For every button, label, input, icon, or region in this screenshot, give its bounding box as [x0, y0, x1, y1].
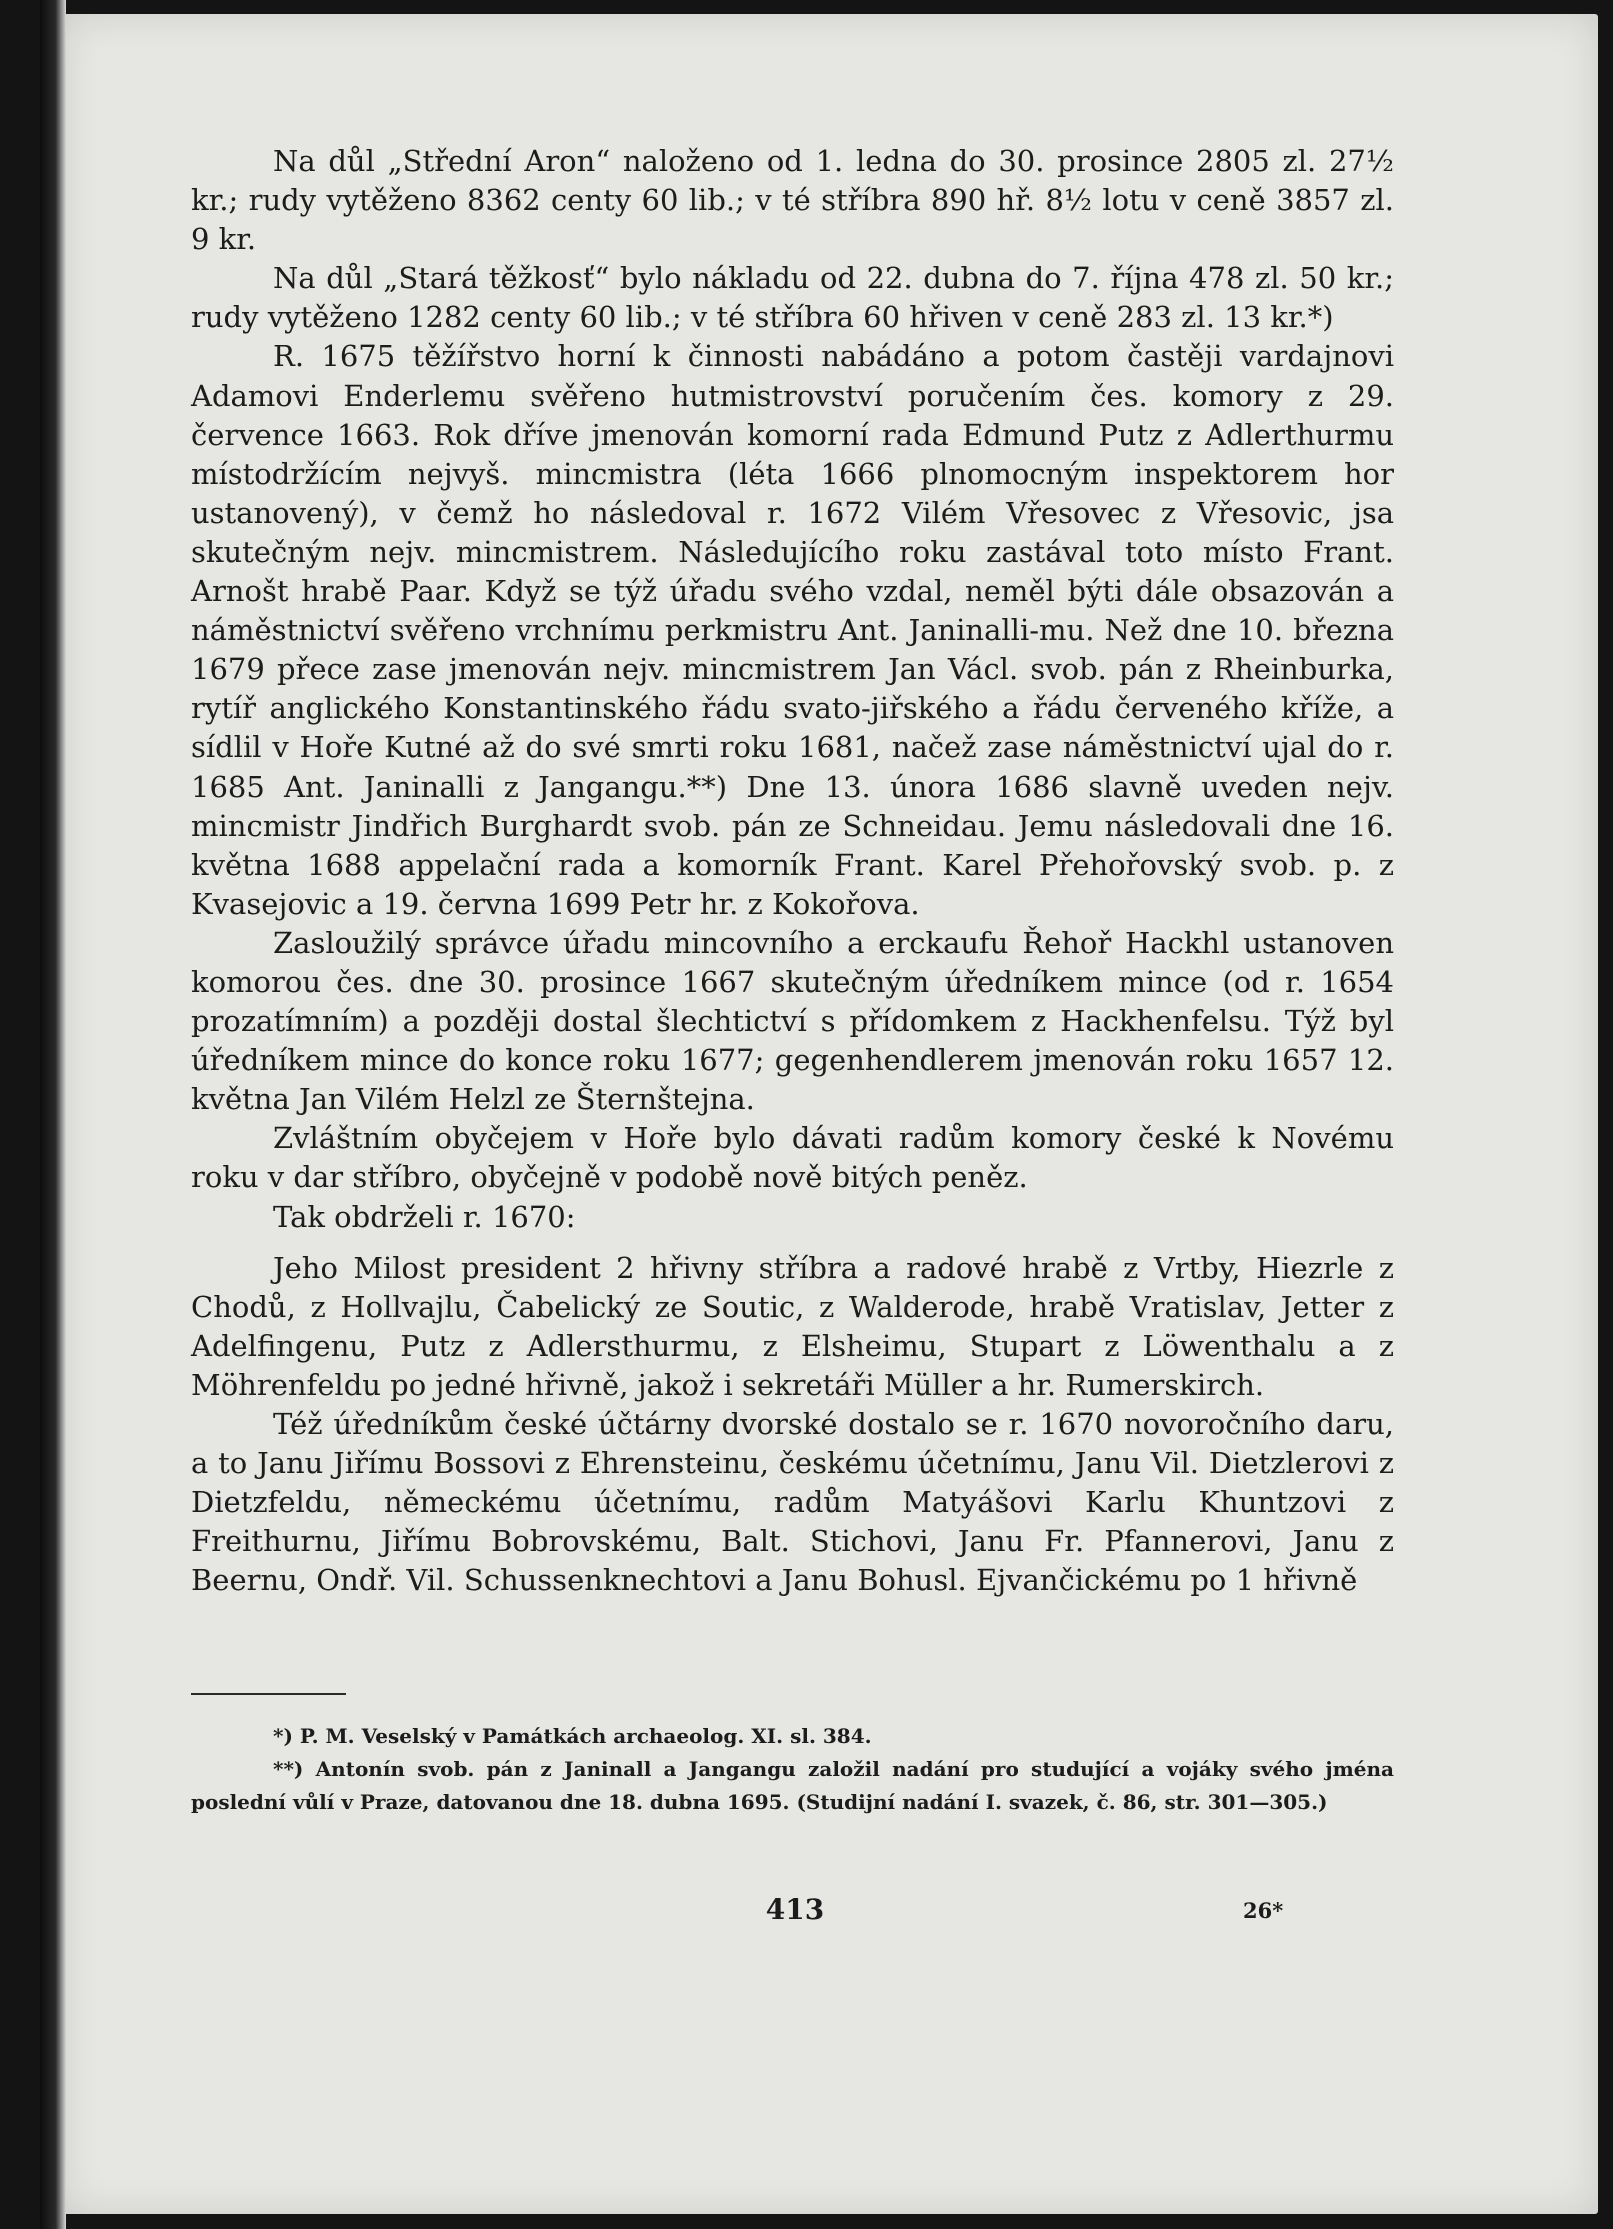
paragraph-uctarna: Též úředníkům české účtárny dvorské dostalo se r. 1670 novoročního daru, a to Janu Jiřímu Bossovi z Ehrensteinu, českému účetnímu, Janu Vil. Dietzlerovi z Dietzfeldu, německému účetnímu, radům Matyášovi Karlu Khuntzovi z Freithurnu, Jiřímu Bobrovskému, Balt. Stichovi, Janu Fr. Pfannerovi, Janu z Beernu, Ondř. Vil. Schussenknechtovi a Janu Bohusl. Ejvančickému po 1 hřivně — [191, 1407, 1394, 1598]
paragraph-stredni-aron: Na důl „Střední Aron“ naloženo od 1. ledna do 30. prosince 2805 zl. 27½ kr.; rudy vytěženo 8362 centy 60 lib.; v té stříbra 890 hř. 8½ lotu v ceně 3857 zl. 9 kr. — [191, 144, 1394, 257]
footnote-2: **) Antonín svob. pán z Janinall a Jangangu založil nadání pro studující a vojáky svého jména poslední vůlí v Praze, datovanou dne 18. dubna 1695. (Studijní nadání I. svazek, č. 86, str. 301—305.) — [191, 1757, 1394, 1814]
paragraph-president-list: Jeho Milost president 2 hřivny stříbra a radové hrabě z Vrtby, Hiezrle z Chodů, z Hollvajlu, Čabelický ze Soutic, z Walderode, hrabě Vratislav, Jetter z Adelfingenu, Putz z Adlersthurmu, z Elsheimu, Stupart z Löwenthalu a z Möhrenfeldu po jedné hřivně, jakož i sekretáři Müller a hr. Rumerskirch. — [191, 1250, 1394, 1402]
footnotes — [191, 1720, 1394, 1819]
paragraph-stara-tezkost: Na důl „Stará těžkosť“ bylo nákladu od 22. dubna do 7. října 478 zl. 50 kr.; rudy vytěženo 1282 centy 60 lib.; v té stříbra 60 hřiven v ceně 283 zl. 13 kr.*) — [191, 261, 1394, 335]
paragraph-hackhl: Zasloužilý správce úřadu mincovního a erckaufu Řehoř Hackhl ustanoven komorou čes. dne 30. prosince 1667 skutečným úředníkem mince (od r. 1654 prozatímním) a později dostal šlechtictví s přídomkem z Hackhenfelsu. Týž byl úředníkem mince do konce roku 1677; gegenhendlerem jmenován roku 1657 12. května Jan Vilém Helzl ze Šternštejna. — [191, 925, 1394, 1117]
page-number: 413 — [765, 1893, 825, 1926]
paragraph-tezirstvo-1675: R. 1675 těžířstvo horní k činnosti nabádáno a potom častěji vardajnovi Adamovi Enderlemu svěřeno hutmistrovství poručením čes. komory z 29. července 1663. Rok dříve jmenován komorní rada Edmund Putz z Adlerthurmu místodržícím nejvyš. mincmistra (léta 1666 plnomocným inspektorem hor ustanovený), v čemž ho následoval r. 1672 Vilém Vřesovec z Vřesovic, jsa skutečným nejv. mincmistrem. Následujícího roku zastával toto místo Frant. Arnošt hrabě Paar. Když se týž úřadu svého vzdal, neměl býti dále obsazován a náměstnictví svěřeno vrchnímu perkmistru Ant. Janinalli-mu. Než dne 10. března 1679 přece zase jmenován nejv. mincmistrem Jan Václ. svob. pán z Rheinburka, rytíř anglického Konstantinského řádu svato-jiřského a řádu červeného kříže, a sídlil v Hoře Kutné až do své smrti roku 1681, načež zase náměstnictví ujal do r. 1685 Ant. Janinalli z Jangangu.**) Dne 13. února 1686 slavně uveden nejv. mincmistr Jindřich Burghardt svob. pán ze Schneidau. Jemu následovali dne 16. května 1688 appelační rada a komorník Frant. Karel Přehořovský svob. p. z Kvasejovic a 19. června 1699 Petr hr. z Kokořova. — [191, 339, 1394, 921]
book-spine-shadow — [40, 0, 66, 2229]
footnote-1: *) P. M. Veselský v Památkách archaeolog. XI. sl. 384. — [273, 1724, 872, 1748]
printer-signature: 26* — [1243, 1898, 1284, 1923]
paragraph-novy-rok-obycej: Zvláštním obyčejem v Hoře bylo dávati radům komory české k Novému roku v dar stříbro, obyčejně v podobě nově bitých peněz. — [191, 1121, 1394, 1195]
main-text — [191, 142, 1394, 1600]
paragraph-tak-obdrzeli: Tak obdrželi r. 1670: — [273, 1199, 576, 1234]
footnote-divider — [191, 1693, 346, 1695]
